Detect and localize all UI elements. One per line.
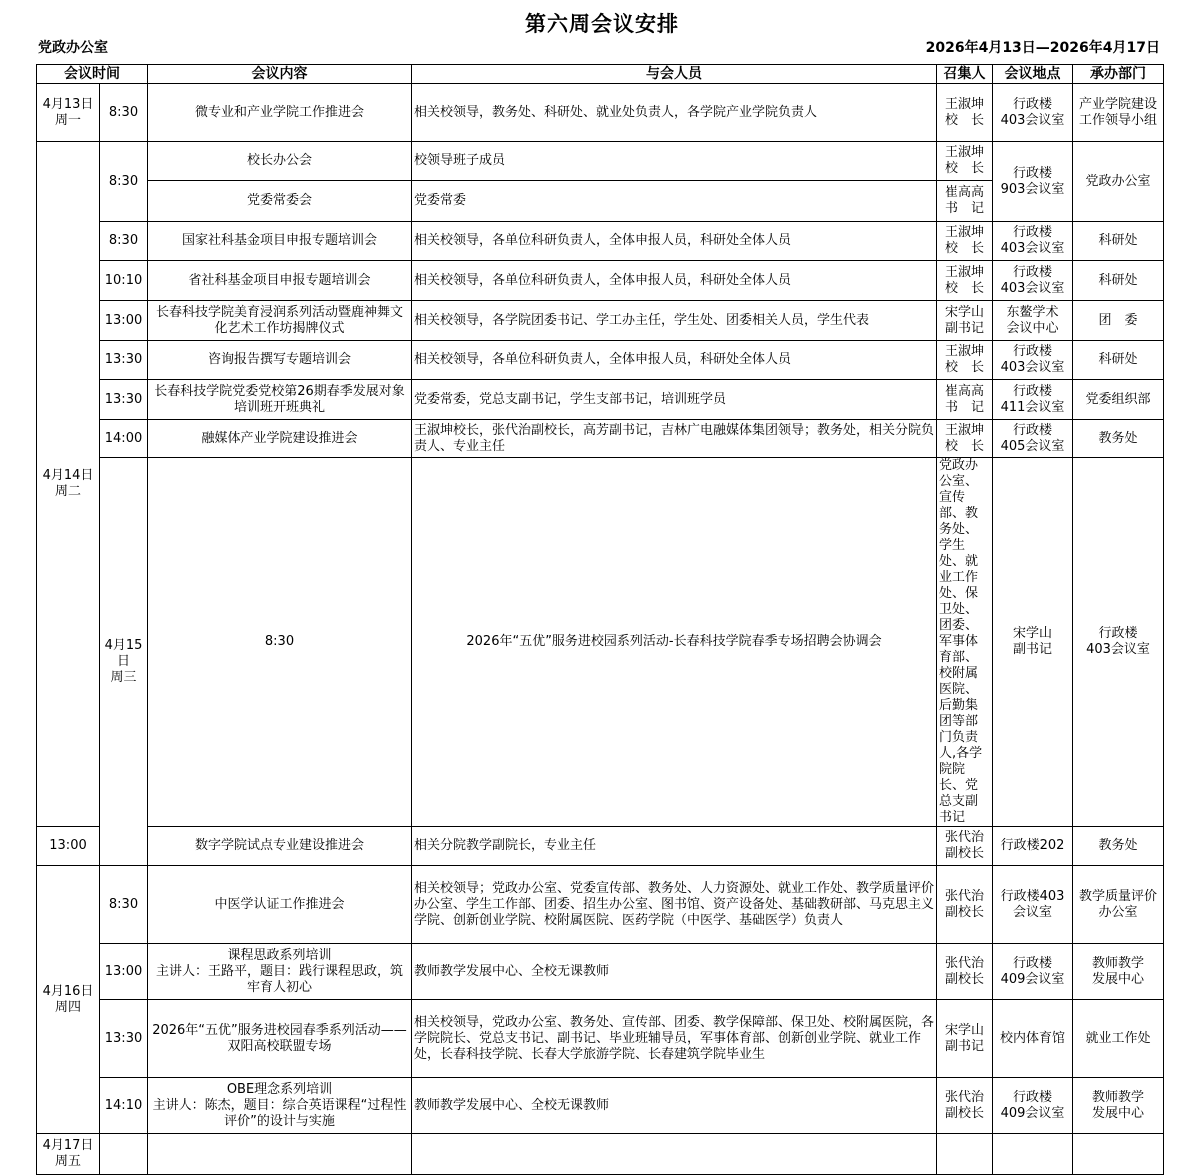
day-date: 4月16日 (42, 983, 94, 999)
day-cell (37, 84, 100, 142)
header-row (37, 65, 1164, 84)
meeting-dept: 教务处 (1073, 827, 1164, 866)
meeting-dept: 团 委 (1073, 301, 1164, 341)
meeting-dept: 产业学院建设工作领导小组 (1073, 84, 1164, 142)
convener-title: 副校长 (944, 904, 984, 920)
meeting-convener (937, 420, 993, 458)
header-location: 会议地点 (993, 65, 1073, 84)
table-row (37, 827, 1164, 866)
day-date: 4月17日 (42, 1138, 94, 1153)
meeting-location: 行政楼 409会议室 (993, 944, 1073, 1000)
meeting-time: 13:30 (100, 380, 148, 420)
meeting-location: 行政楼 903会议室 (993, 142, 1073, 222)
convener-name: 崔高高 (944, 185, 984, 200)
meeting-attendees: 相关校领导，教务处、科研处、就业处负责人，各学院产业学院负责人 (412, 84, 937, 142)
meeting-location: 行政楼 405会议室 (993, 420, 1073, 458)
table-row (37, 301, 1164, 341)
meeting-convener (937, 261, 993, 301)
convener-title: 副书记 (944, 1038, 984, 1054)
convener-title: 副书记 (1012, 642, 1052, 657)
day-weekday: 周四 (54, 999, 81, 1015)
meeting-attendees: 教师教学发展中心、全校无课教师 (412, 1078, 937, 1134)
table-row (37, 1134, 1164, 1175)
convener-title: 校 长 (944, 241, 984, 256)
meeting-dept: 科研处 (1073, 341, 1164, 380)
meeting-convener (993, 458, 1073, 827)
table-row (37, 458, 1164, 827)
table-row (37, 1078, 1164, 1134)
meeting-attendees: 党委常委，党总支副书记，学生支部书记，培训班学员 (412, 380, 937, 420)
table-row (37, 261, 1164, 301)
table-row (37, 420, 1164, 458)
convener-name: 张代治 (944, 888, 984, 904)
header-attendees: 与会人员 (412, 65, 937, 84)
meeting-convener (937, 181, 993, 222)
meeting-schedule-table (36, 64, 1164, 1175)
meeting-location: 行政楼 403会议室 (993, 261, 1073, 301)
meeting-attendees: 相关校领导，党政办公室、教务处、宣传部、团委、教学保障部、保卫处、校附属医院，各学院院长、党总支书记、副书记、毕业班辅导员，军事体育部、创新创业学院、就业工作处，长春科技学院、长春大学旅游学院、长春建筑学院毕业生 (412, 1000, 937, 1078)
meeting-attendees: 党委常委 (412, 181, 937, 222)
convener-title: 副书记 (944, 320, 984, 336)
meeting-content: 咨询报告撰写专题培训会 (148, 341, 412, 380)
meeting-convener (937, 84, 993, 142)
meeting-time: 13:00 (100, 301, 148, 341)
convener-title: 书 记 (944, 201, 984, 216)
meeting-content: 课程思政系列培训 主讲人：王路平，题目：践行课程思政，筑牢育人初心 (148, 944, 412, 1000)
meeting-content: 国家社科基金项目申报专题培训会 (148, 222, 412, 261)
convener-title: 校 长 (944, 161, 984, 176)
day-weekday: 周五 (54, 1154, 81, 1169)
table-row (37, 380, 1164, 420)
convener-name: 王淑坤 (944, 145, 984, 160)
meeting-content: 数字学院试点专业建设推进会 (148, 827, 412, 866)
table-row (37, 1000, 1164, 1078)
convener-title: 校 长 (944, 112, 984, 128)
header-time: 会议时间 (37, 65, 148, 84)
convener-name: 王淑坤 (944, 422, 984, 438)
meeting-time: 8:30 (100, 142, 148, 222)
meeting-dept: 教师教学 发展中心 (1073, 1078, 1164, 1134)
table-row (37, 222, 1164, 261)
empty-cell (937, 1134, 993, 1175)
meeting-time: 8:30 (100, 84, 148, 142)
convener-name: 王淑坤 (944, 225, 984, 240)
meeting-convener (937, 341, 993, 380)
convener-title: 副校长 (944, 971, 984, 987)
meeting-location: 行政楼 403会议室 (993, 222, 1073, 261)
day-weekday: 周一 (54, 112, 81, 128)
empty-cell (993, 1134, 1073, 1175)
empty-cell (148, 1134, 412, 1175)
convener-name: 宋学山 (944, 304, 984, 320)
convener-title: 书 记 (944, 399, 984, 415)
page-title: 第六周会议安排 (525, 12, 679, 36)
meeting-location: 行政楼202 (993, 827, 1073, 866)
meeting-attendees: 相关校领导，各单位科研负责人，全体申报人员，科研处全体人员 (412, 341, 937, 380)
meeting-location: 行政楼403 会议室 (993, 866, 1073, 944)
meeting-attendees: 王淑坤校长，张代治副校长，高芳副书记，吉林广电融媒体集团领导；教务处，相关分院负责人、专业主任 (412, 420, 937, 458)
meeting-content: 2026年“五优”服务进校园春季系列活动——双阳高校联盟专场 (148, 1000, 412, 1078)
meeting-time: 8:30 (100, 866, 148, 944)
day-date: 4月13日 (42, 96, 94, 112)
meeting-time: 14:00 (100, 420, 148, 458)
convener-name: 宋学山 (944, 1022, 984, 1038)
meeting-content: 党委常委会 (148, 181, 412, 222)
meeting-dept: 党政办公室 (1073, 142, 1164, 222)
meeting-attendees: 相关校领导；党政办公室、党委宣传部、教务处、人力资源处、就业工作处、教学质量评价办公室、学生工作部、团委、招生办公室、图书馆、资产设备处、基础教研部、马克思主义学院、创新创业学院、校附属医院、医药学院（中医学、基础医学）负责人 (412, 866, 937, 944)
meeting-time: 8:30 (100, 222, 148, 261)
meeting-time: 13:00 (100, 944, 148, 1000)
table-row (37, 944, 1164, 1000)
meeting-attendees: 校领导班子成员 (412, 142, 937, 181)
meeting-content: 微专业和产业学院工作推进会 (148, 84, 412, 142)
meeting-content: 2026年“五优”服务进校园系列活动-长春科技学院春季专场招聘会协调会 (412, 458, 937, 827)
meeting-location: 行政楼 403会议室 (993, 84, 1073, 142)
convener-title: 副校长 (944, 846, 984, 861)
header-content: 会议内容 (148, 65, 412, 84)
meeting-content: 省社科基金项目申报专题培训会 (148, 261, 412, 301)
empty-cell (1073, 1134, 1164, 1175)
meeting-dept: 党委组织部 (1073, 380, 1164, 420)
convener-title: 校 长 (944, 360, 984, 375)
day-cell (37, 142, 100, 827)
convener-name: 张代治 (944, 955, 984, 971)
meeting-convener (937, 380, 993, 420)
meeting-convener (937, 866, 993, 944)
empty-cell (100, 1134, 148, 1175)
meeting-location: 行政楼 411会议室 (993, 380, 1073, 420)
office-label: 党政办公室 (38, 40, 108, 56)
meeting-time: 13:30 (100, 1000, 148, 1078)
meeting-location: 校内体育馆 (993, 1000, 1073, 1078)
convener-title: 副校长 (944, 1105, 984, 1121)
meeting-convener (937, 301, 993, 341)
convener-name: 王淑坤 (944, 264, 984, 280)
meeting-time: 13:00 (37, 827, 100, 866)
meeting-convener (937, 827, 993, 866)
meeting-time: 13:30 (100, 341, 148, 380)
header-dept: 承办部门 (1073, 65, 1164, 84)
table-row (37, 142, 1164, 181)
meeting-convener (937, 1000, 993, 1078)
day-date: 4月14日 (42, 468, 94, 483)
meeting-dept: 科研处 (1073, 261, 1164, 301)
table-row (37, 341, 1164, 380)
meeting-dept: 教学质量评价办公室 (1073, 866, 1164, 944)
convener-title: 校 长 (944, 280, 984, 296)
convener-name: 王淑坤 (944, 344, 984, 359)
meeting-dept: 教务处 (1073, 420, 1164, 458)
meeting-dept: 就业工作处 (1073, 1000, 1164, 1078)
empty-cell (412, 1134, 937, 1175)
meeting-time: 8:30 (148, 458, 412, 827)
meeting-attendees: 党政办公室、宣传部、教务处、学生处、就业工作处、保卫处、团委、军事体育部、校附属医院、后勤集团等部门负责人,各学院院长、党总支副书记 (937, 458, 993, 827)
meeting-attendees: 相关校领导，各学院团委书记、学工办主任，学生处、团委相关人员，学生代表 (412, 301, 937, 341)
day-cell (100, 458, 148, 866)
day-date: 4月15日 (104, 637, 143, 669)
table-row (37, 866, 1164, 944)
meeting-convener (937, 142, 993, 181)
meeting-content: OBE理念系列培训 主讲人：陈杰，题目：综合英语课程“过程性评价”的设计与实施 (148, 1078, 412, 1134)
meeting-attendees: 相关分院教学副院长，专业主任 (412, 827, 937, 866)
meeting-attendees: 教师教学发展中心、全校无课教师 (412, 944, 937, 1000)
convener-title: 校 长 (944, 438, 984, 454)
meeting-time: 14:10 (100, 1078, 148, 1134)
day-cell (37, 1134, 100, 1175)
meeting-dept: 教师教学 发展中心 (1073, 944, 1164, 1000)
convener-name: 张代治 (944, 1089, 984, 1105)
meeting-content: 校长办公会 (148, 142, 412, 181)
day-cell (37, 866, 100, 1134)
convener-name: 宋学山 (1012, 626, 1052, 641)
header-convener: 召集人 (937, 65, 993, 84)
table-row (37, 84, 1164, 142)
meeting-convener (937, 944, 993, 1000)
meeting-location: 东鳌学术 会议中心 (993, 301, 1073, 341)
meeting-convener (937, 222, 993, 261)
meeting-content: 融媒体产业学院建设推进会 (148, 420, 412, 458)
convener-name: 崔高高 (944, 383, 984, 399)
meeting-content: 中医学认证工作推进会 (148, 866, 412, 944)
meeting-time: 10:10 (100, 261, 148, 301)
meeting-dept: 科研处 (1073, 222, 1164, 261)
date-range: 2026年4月13日—2026年4月17日 (925, 40, 1160, 56)
meeting-attendees: 相关校领导，各单位科研负责人，全体申报人员，科研处全体人员 (412, 261, 937, 301)
meeting-attendees: 相关校领导，各单位科研负责人，全体申报人员，科研处全体人员 (412, 222, 937, 261)
day-weekday: 周三 (110, 669, 137, 685)
meeting-location: 行政楼 409会议室 (993, 1078, 1073, 1134)
convener-name: 王淑坤 (944, 96, 984, 112)
meeting-content: 长春科技学院美育浸润系列活动暨鹿神舞文化艺术工作坊揭牌仪式 (148, 301, 412, 341)
convener-name: 张代治 (944, 830, 984, 845)
meeting-location: 行政楼 403会议室 (1073, 458, 1164, 827)
meeting-location: 行政楼 403会议室 (993, 341, 1073, 380)
meeting-convener (937, 1078, 993, 1134)
day-weekday: 周二 (54, 484, 81, 499)
meeting-content: 长春科技学院党委党校第26期春季发展对象培训班开班典礼 (148, 380, 412, 420)
